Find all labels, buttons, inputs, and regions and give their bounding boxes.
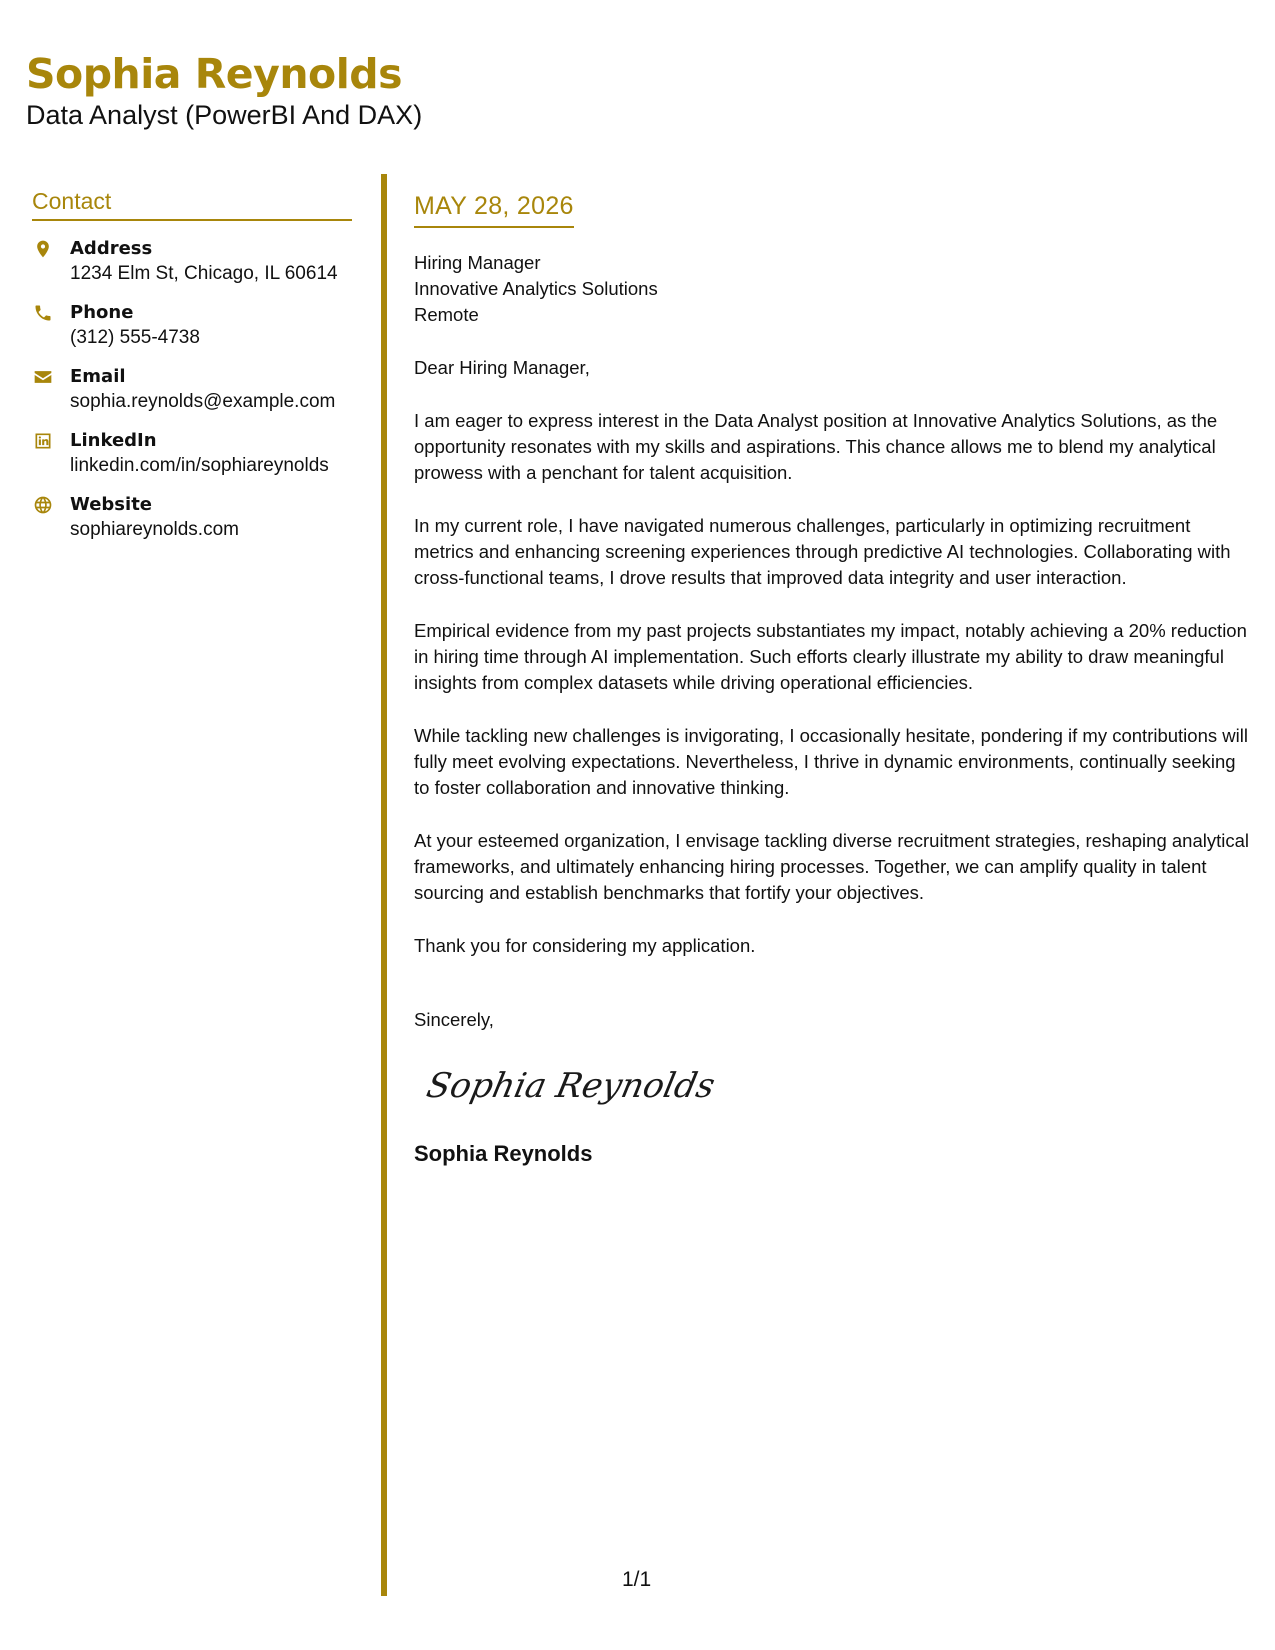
- closing: Sincerely,: [414, 1009, 494, 1030]
- letter-paragraph: While tackling new challenges is invigorating, I occasionally hesitate, pondering if my contributions will fully meet evolving expectations. Nevertheless, I thrive in dynamic environments, continually seeking to foster collaboration and innovative thinking.: [414, 725, 1248, 798]
- applicant-name: Sophia Reynolds: [26, 50, 402, 98]
- signer-name: Sophia Reynolds: [414, 1141, 593, 1166]
- contact-label: Email: [70, 366, 126, 387]
- letter-paragraph: I am eager to express interest in the Data Analyst position at Innovative Analytics Solutions, as the opportunity resonates with my skills and aspirations. This chance allows me to blend my analytical prowess with a penchant for talent acquisition.: [414, 410, 1218, 483]
- recipient-line: Remote: [414, 304, 479, 325]
- linkedin-icon: [32, 430, 54, 452]
- letter-header: [26, 50, 422, 132]
- map-pin-icon: [32, 238, 54, 260]
- letter-paragraph: Thank you for considering my application.: [414, 935, 756, 956]
- phone-icon: [32, 302, 54, 324]
- salutation: Dear Hiring Manager,: [414, 357, 590, 378]
- letter-paragraph: In my current role, I have navigated numerous challenges, particularly in optimizing recruitment metrics and enhancing screening experiences through predictive AI technologies. Collaborating with cross-functional teams, I drove results that improved data integrity and user interaction.: [414, 515, 1231, 588]
- letter-paragraph: At your esteemed organization, I envisage tackling diverse recruitment strategies, reshaping analytical frameworks, and ultimately enhancing hiring processes. Together, we can amplify quality in talent sourcing and establish benchmarks that fortify your objectives.: [414, 830, 1249, 903]
- contact-value[interactable]: linkedin.com/in/sophiareynolds: [70, 455, 329, 476]
- contact-phone: [32, 301, 352, 351]
- recipient-line: Innovative Analytics Solutions: [414, 278, 658, 299]
- contact-label: Address: [70, 238, 153, 259]
- contact-value: 1234 Elm St, Chicago, IL 60614: [70, 263, 338, 284]
- contact-linkedin: [32, 429, 352, 479]
- handwritten-signature: [422, 1055, 1254, 1125]
- recipient-line: Hiring Manager: [414, 252, 541, 273]
- contact-value: (312) 555-4738: [70, 327, 200, 348]
- job-title: Data Analyst (PowerBI And DAX): [26, 100, 423, 130]
- letter-body: [414, 190, 1254, 1167]
- signature-glyphs: Sophia Reynolds: [423, 1066, 719, 1106]
- contact-label: LinkedIn: [70, 430, 157, 451]
- envelope-icon: [32, 366, 54, 388]
- contact-email: [32, 365, 352, 415]
- contact-address: [32, 237, 352, 287]
- contact-value[interactable]: sophia.reynolds@example.com: [70, 391, 336, 412]
- contact-value[interactable]: sophiareynolds.com: [70, 519, 239, 540]
- contact-label: Phone: [70, 302, 134, 323]
- contact-website: [32, 493, 352, 543]
- globe-icon: [32, 494, 54, 516]
- contact-label: Website: [70, 494, 153, 515]
- vertical-divider: [381, 174, 387, 1596]
- contact-sidebar: [32, 188, 352, 557]
- page-number: 1/1: [622, 1568, 652, 1591]
- recipient-block: [414, 250, 1254, 328]
- contact-heading: Contact: [32, 188, 352, 221]
- letter-paragraph: Empirical evidence from my past projects substantiates my impact, notably achieving a 20% reduction in hiring time through AI implementation. Such efforts clearly illustrate my ability to draw meaningful insights from complex datasets while driving operational efficiencies.: [414, 620, 1247, 693]
- letter-date: MAY 28, 2026: [414, 190, 574, 228]
